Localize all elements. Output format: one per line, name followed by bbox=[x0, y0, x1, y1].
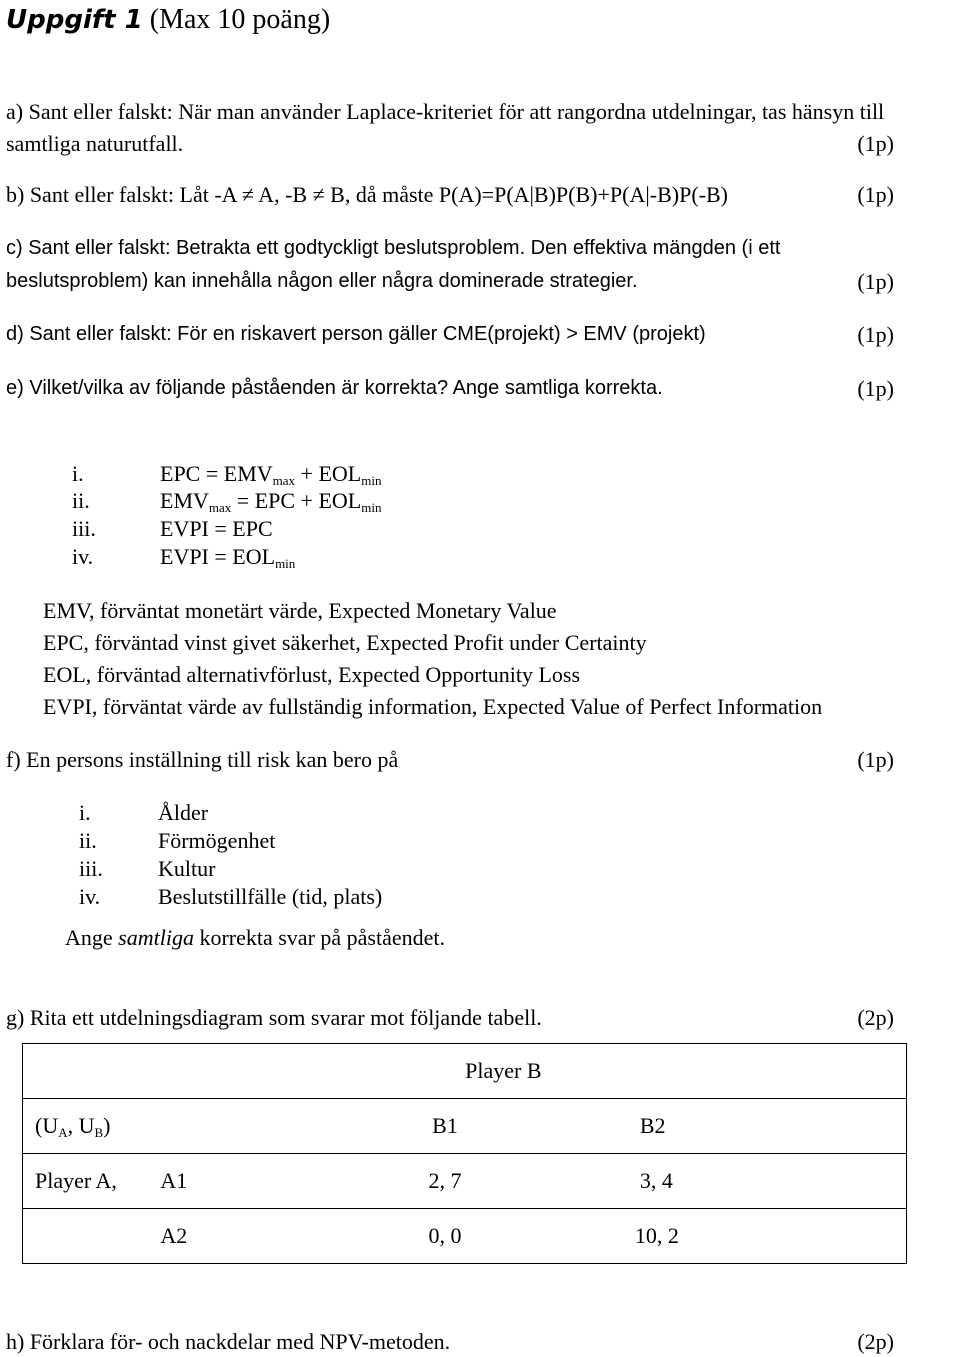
cell-a2-b1: 0, 0 bbox=[345, 1209, 545, 1264]
utility-label: (UA, UB) bbox=[23, 1099, 148, 1154]
list-item-text: EVPI = EOLmin bbox=[160, 544, 296, 571]
list-item-text: Beslutstillfälle (tid, plats) bbox=[158, 884, 383, 909]
question-c-points: (1p) bbox=[857, 269, 894, 294]
question-h: h) Förklara för- och nackdelar med NPV-metoden. bbox=[6, 1329, 451, 1354]
list-item bbox=[72, 546, 93, 568]
list-number: iii. bbox=[72, 516, 96, 541]
cell-a1-b2: 3, 4 bbox=[545, 1154, 907, 1209]
list-number: i. bbox=[79, 800, 91, 825]
title-normal: (Max 10 poäng) bbox=[142, 4, 331, 35]
list-item bbox=[72, 463, 84, 485]
definition-epc: EPC, förväntad vinst givet säkerhet, Expected Profit under Certainty bbox=[43, 630, 647, 655]
question-b-points: (1p) bbox=[857, 182, 894, 207]
page-title bbox=[6, 4, 330, 36]
question-a-line2: samtliga naturutfall. bbox=[6, 131, 184, 156]
list-item-text: EVPI = EPC bbox=[160, 516, 273, 541]
table-row bbox=[23, 1209, 907, 1264]
cell-a1-b1: 2, 7 bbox=[345, 1154, 545, 1209]
list-number: iv. bbox=[79, 884, 101, 909]
player-a-label: Player A, bbox=[23, 1154, 148, 1209]
list-number: ii. bbox=[79, 828, 97, 853]
question-d-points: (1p) bbox=[857, 322, 894, 347]
list-number: ii. bbox=[72, 488, 90, 513]
list-item bbox=[72, 518, 96, 540]
question-f: f) En persons inställning till risk kan bero på bbox=[6, 747, 399, 772]
definition-eol: EOL, förväntad alternativförlust, Expected Opportunity Loss bbox=[43, 662, 581, 687]
list-number: iii. bbox=[79, 856, 103, 881]
question-g: g) Rita ett utdelningsdiagram som svarar mot följande tabell. bbox=[6, 1005, 542, 1030]
cell-a2-b2: 10, 2 bbox=[545, 1209, 907, 1264]
list-item-text: Ålder bbox=[158, 800, 209, 825]
row-a2: A2 bbox=[147, 1209, 345, 1264]
question-f-points: (1p) bbox=[857, 747, 894, 772]
emphasis: samtliga bbox=[118, 925, 194, 950]
list-item-text: EPC = EMVmax + EOLmin bbox=[160, 461, 382, 488]
list-item-text: Kultur bbox=[158, 856, 216, 881]
definition-emv: EMV, förväntat monetärt värde, Expected Monetary Value bbox=[43, 598, 557, 623]
question-a-points: (1p) bbox=[857, 131, 894, 156]
question-c-line1: c) Sant eller falskt: Betrakta ett godtyckligt beslutsproblem. Den effektiva mängden (i ett bbox=[6, 237, 781, 259]
list-number: iv. bbox=[72, 544, 94, 569]
list-item-text: EMVmax = EPC + EOLmin bbox=[160, 488, 382, 515]
table-row bbox=[23, 1154, 907, 1209]
question-b: b) Sant eller falskt: Låt -A ≠ A, -B ≠ B, då måste P(A)=P(A|B)P(B)+P(A|-B)P(-B) bbox=[6, 182, 728, 207]
column-b2: B2 bbox=[545, 1099, 907, 1154]
question-e: e) Vilket/vilka av följande påståenden är korrekta? Ange samtliga korrekta. bbox=[6, 377, 663, 399]
question-d: d) Sant eller falskt: För en riskavert person gäller CME(projekt) > EMV (projekt) bbox=[6, 323, 706, 345]
title-bold: Uppgift 1 bbox=[6, 5, 143, 35]
row-a1: A1 bbox=[147, 1154, 345, 1209]
question-e-points: (1p) bbox=[857, 376, 894, 401]
question-g-points: (2p) bbox=[857, 1005, 894, 1030]
payoff-table bbox=[22, 1043, 907, 1264]
list-number: i. bbox=[72, 461, 84, 486]
definition-evpi: EVPI, förväntat värde av fullständig information, Expected Value of Perfect Information bbox=[43, 694, 823, 719]
player-b-header: Player B bbox=[345, 1044, 906, 1099]
question-c-line2: beslutsproblem) kan innehålla någon eller några dominerade strategier. bbox=[6, 270, 638, 292]
list-item bbox=[72, 490, 90, 512]
table-row bbox=[23, 1099, 907, 1154]
question-h-points: (2p) bbox=[857, 1329, 894, 1354]
table-row bbox=[23, 1044, 907, 1099]
list-item-text: Förmögenhet bbox=[158, 828, 276, 853]
question-f-note: Ange samtliga korrekta svar på påståendet. bbox=[65, 925, 446, 950]
question-a-line1: a) Sant eller falskt: När man använder Laplace-kriteriet för att rangordna utdelningar, tas hänsyn till bbox=[6, 99, 885, 124]
column-b1: B1 bbox=[345, 1099, 545, 1154]
